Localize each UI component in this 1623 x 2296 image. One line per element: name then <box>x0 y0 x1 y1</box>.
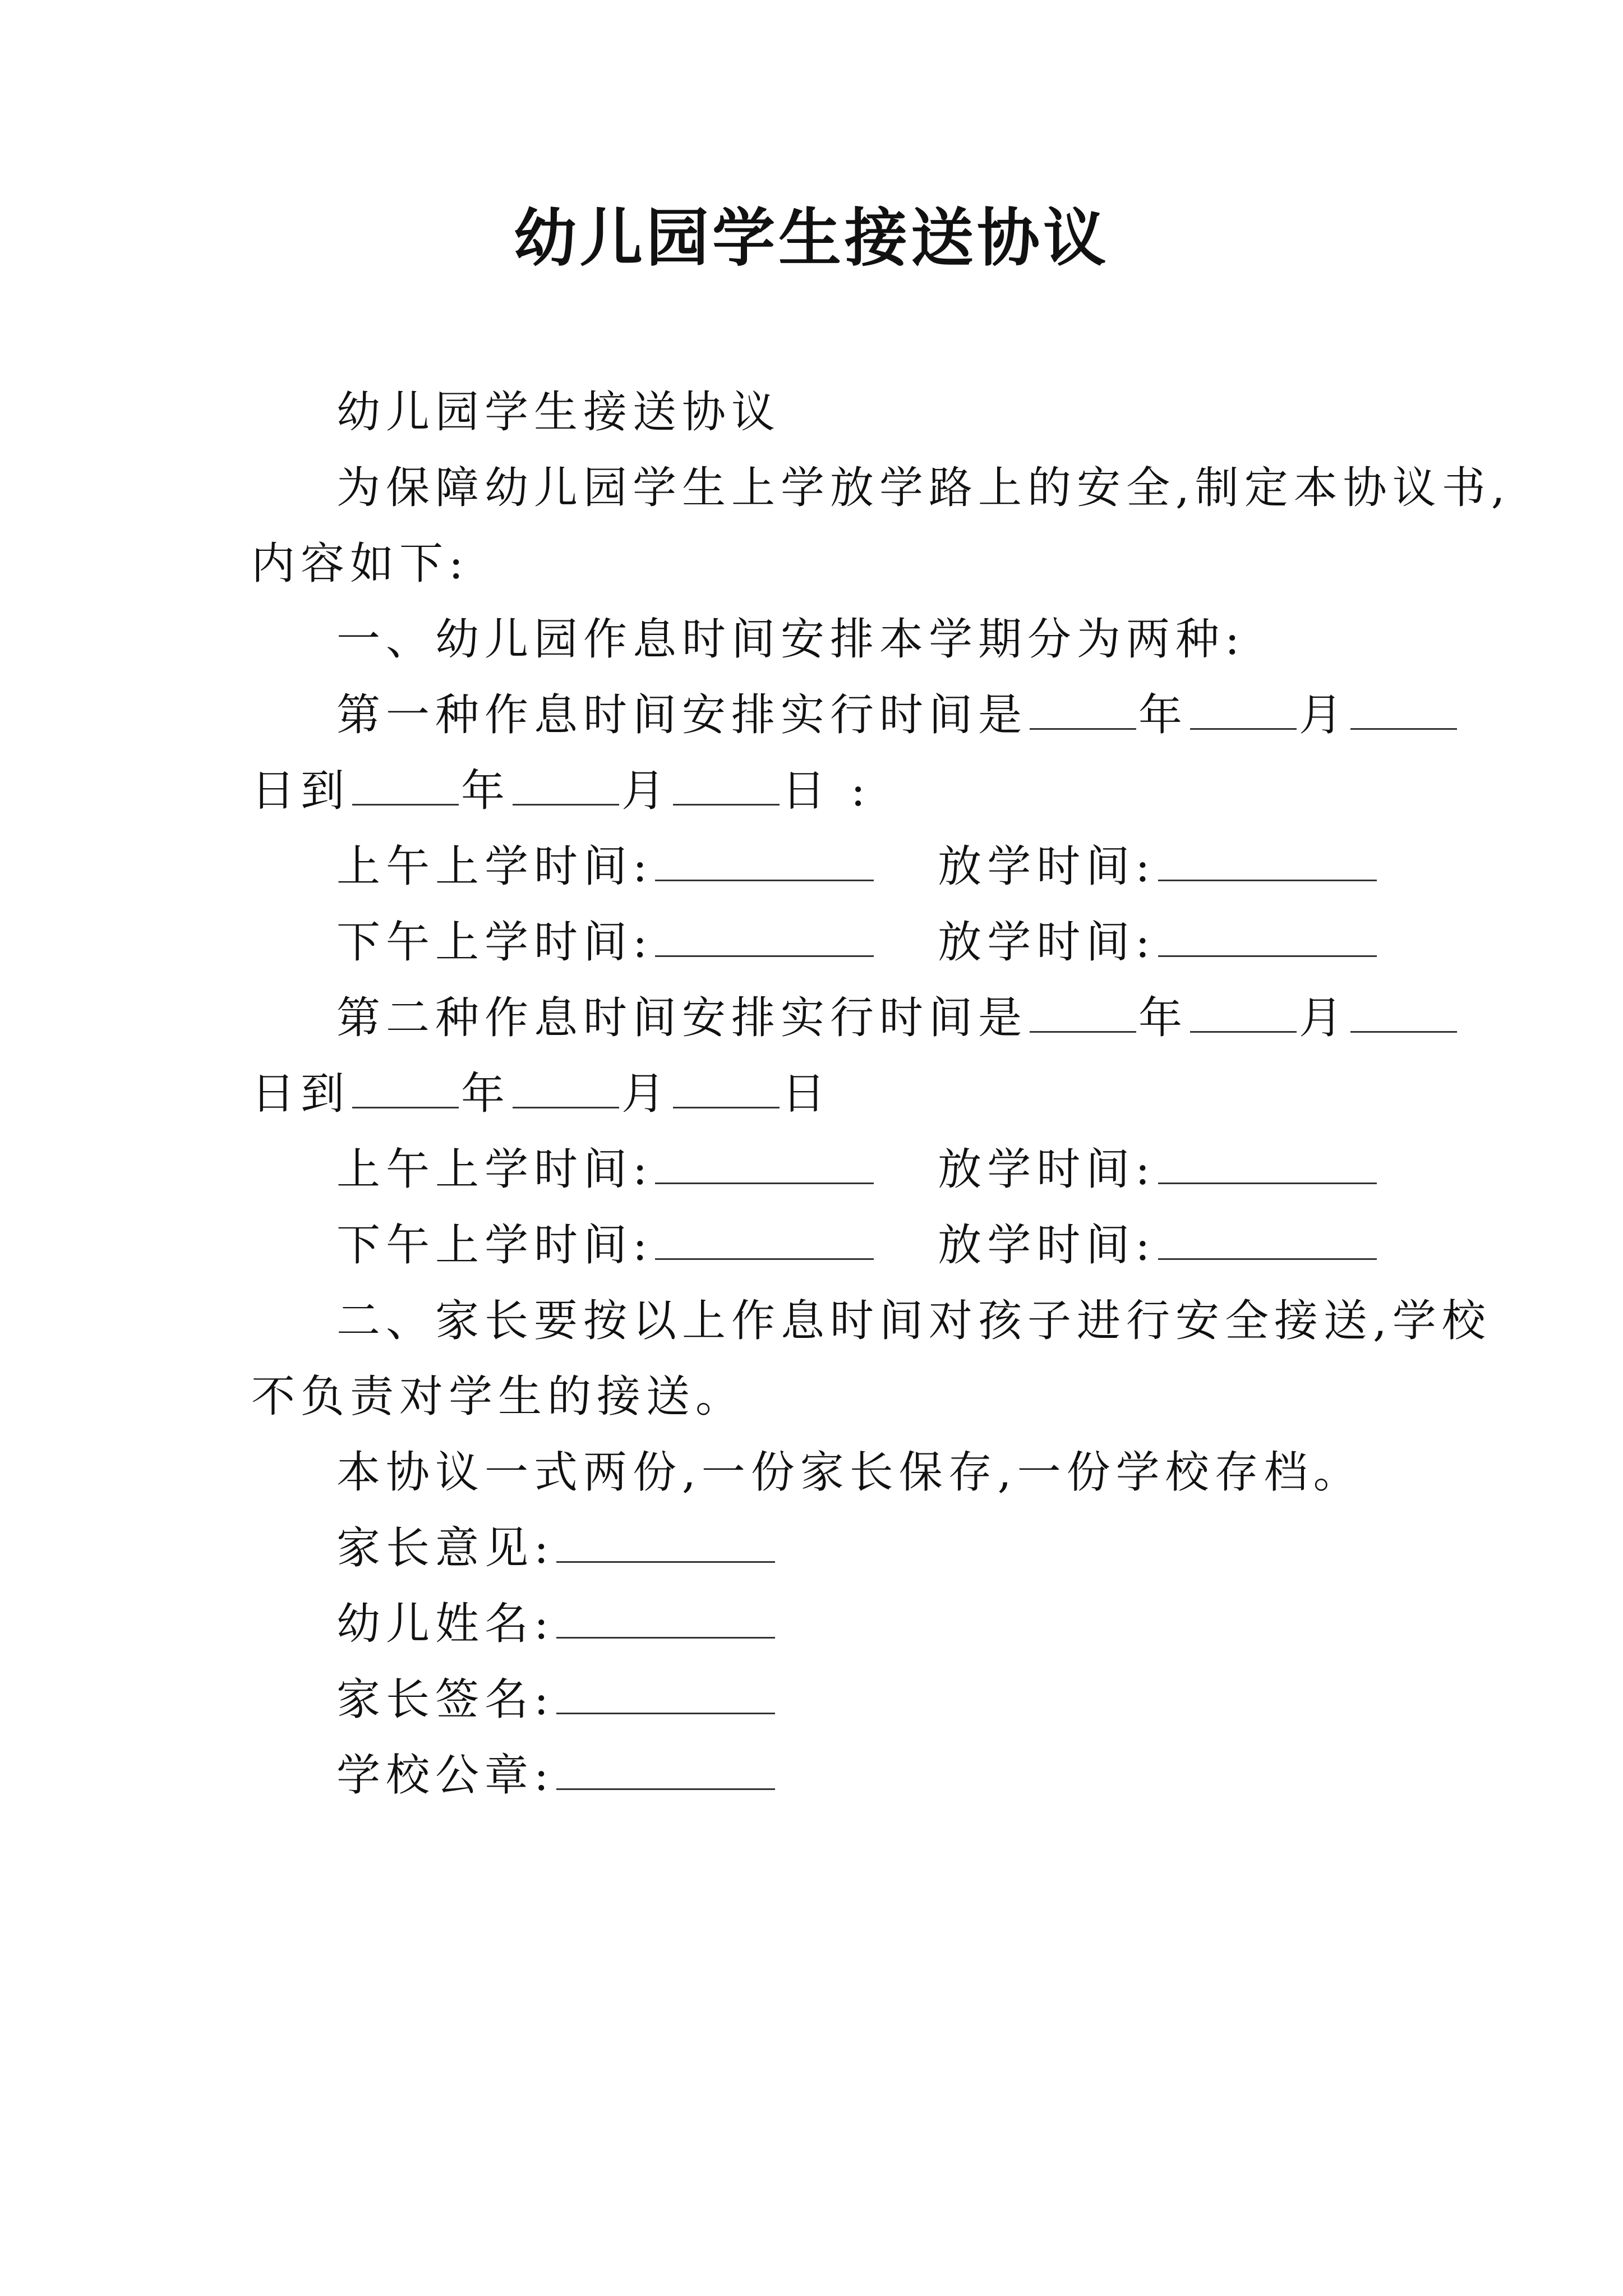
day-to-label: 日到 <box>251 766 351 816</box>
day-end-label: 日 <box>782 1069 832 1119</box>
parent-opinion-field <box>336 1520 777 1576</box>
field-label: 学校公章: <box>336 1750 555 1801</box>
schedule2-am-line <box>336 1142 1379 1198</box>
pm-start-label: 下午上学时间: <box>336 917 653 968</box>
am-start-label: 上午上学时间: <box>336 841 653 892</box>
document-title: 幼儿园学生接送协议 <box>514 201 1109 275</box>
section2-line-1: 二、家长要按以上作息时间对孩子进行安全接送,学校 <box>336 1296 1491 1346</box>
schedule2-am-dismiss-blank[interactable] <box>1158 1148 1377 1184</box>
schedule1-am-line <box>336 839 1379 895</box>
am-start-label: 上午上学时间: <box>336 1144 653 1195</box>
schedule1-date-line-2 <box>251 763 871 819</box>
schedule2-end-year-blank[interactable] <box>352 1072 459 1108</box>
dismiss-label: 放学时间: <box>938 917 1156 968</box>
subtitle: 幼儿园学生接送协议 <box>336 387 781 438</box>
schedule1-pm-dismiss-blank[interactable] <box>1158 921 1377 957</box>
parent-signature-field <box>336 1672 777 1728</box>
intro-line-2: 内容如下: <box>251 539 469 589</box>
day-end-label: 日 : <box>782 766 872 816</box>
child-name-blank[interactable] <box>556 1602 775 1639</box>
schedule2-lead: 第二种作息时间安排实行时间是 <box>336 993 1028 1043</box>
schedule2-start-year-blank[interactable] <box>1030 996 1136 1033</box>
year-label: 年 <box>461 766 511 816</box>
pm-start-label: 下午上学时间: <box>336 1220 653 1271</box>
schedule2-end-month-blank[interactable] <box>513 1072 619 1108</box>
schedule2-start-day-blank[interactable] <box>1350 996 1457 1033</box>
schedule1-pm-line <box>336 914 1379 970</box>
schedule1-am-start-blank[interactable] <box>655 845 874 881</box>
copies-note: 本协议一式两份,一份家长保存,一份学校存档。 <box>336 1447 1363 1498</box>
month-label: 月 <box>1299 690 1349 740</box>
school-seal-blank[interactable] <box>556 1754 775 1790</box>
schedule2-pm-line <box>336 1217 1379 1273</box>
schedule1-lead: 第一种作息时间安排实行时间是 <box>336 690 1028 740</box>
schedule2-date-line <box>336 990 1459 1046</box>
schedule1-start-year-blank[interactable] <box>1030 693 1136 730</box>
year-label: 年 <box>461 1069 511 1119</box>
schedule1-am-dismiss-blank[interactable] <box>1158 845 1377 881</box>
year-label: 年 <box>1138 690 1188 740</box>
day-to-label: 日到 <box>251 1069 351 1119</box>
month-label: 月 <box>621 1069 671 1119</box>
schedule1-end-year-blank[interactable] <box>352 769 459 806</box>
schedule2-am-start-blank[interactable] <box>655 1148 874 1184</box>
dismiss-label: 放学时间: <box>938 1220 1156 1271</box>
section1-heading: 一、幼儿园作息时间安排本学期分为两种: <box>336 614 1246 665</box>
month-label: 月 <box>621 766 671 816</box>
schedule2-end-day-blank[interactable] <box>673 1072 780 1108</box>
schedule1-end-month-blank[interactable] <box>513 769 619 806</box>
section2-line-2: 不负责对学生的接送。 <box>251 1372 745 1422</box>
school-seal-field <box>336 1747 777 1803</box>
schedule2-pm-start-blank[interactable] <box>655 1223 874 1260</box>
schedule1-start-day-blank[interactable] <box>1350 693 1457 730</box>
dismiss-label: 放学时间: <box>938 841 1156 892</box>
parent-signature-blank[interactable] <box>556 1678 775 1714</box>
dismiss-label: 放学时间: <box>938 1144 1156 1195</box>
schedule2-pm-dismiss-blank[interactable] <box>1158 1223 1377 1260</box>
schedule2-start-month-blank[interactable] <box>1190 996 1297 1033</box>
field-label: 幼儿姓名: <box>336 1599 555 1649</box>
field-label: 家长意见: <box>336 1523 555 1573</box>
field-label: 家长签名: <box>336 1674 555 1725</box>
intro-line-1: 为保障幼儿园学生上学放学路上的安全,制定本协议书, <box>336 463 1511 513</box>
schedule1-start-month-blank[interactable] <box>1190 693 1297 730</box>
year-label: 年 <box>1138 993 1188 1043</box>
parent-opinion-blank[interactable] <box>556 1526 775 1563</box>
schedule2-date-line-2 <box>251 1066 831 1122</box>
schedule1-pm-start-blank[interactable] <box>655 921 874 957</box>
child-name-field <box>336 1596 777 1652</box>
month-label: 月 <box>1299 993 1349 1043</box>
schedule1-end-day-blank[interactable] <box>673 769 780 806</box>
schedule1-date-line <box>336 687 1459 743</box>
